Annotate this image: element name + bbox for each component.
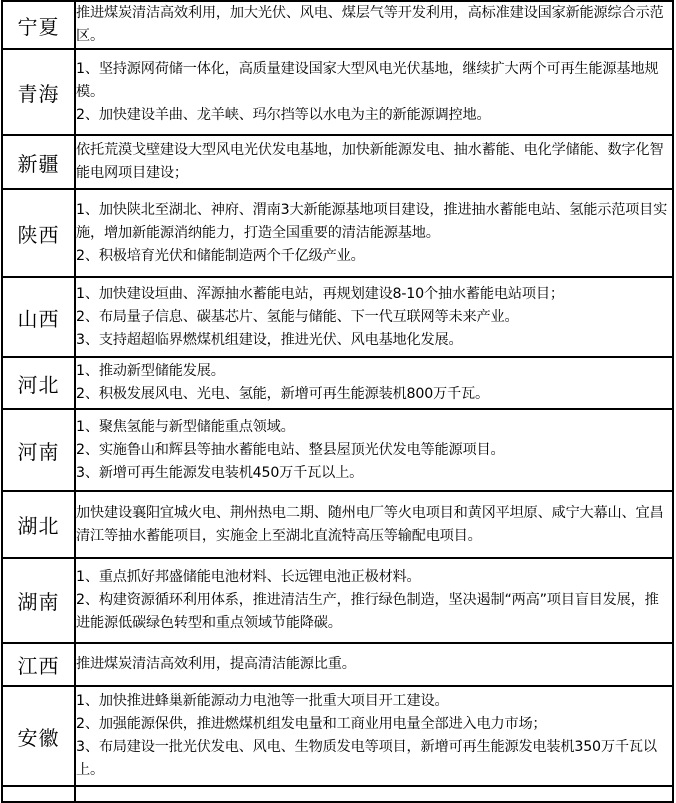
province-cell: 新疆 [2,135,75,189]
policy-line: 2、加强能源保供，推进燃煤机组发电量和工商业用电量全部进入电力市场； [76,716,547,732]
table-row [2,357,673,409]
policy-content-cell [75,135,673,189]
policy-content-cell [75,357,673,409]
policy-line: 2、实施鲁山和辉县等抽水蓄能电站、整县屋顶光伏发电等能源项目。 [76,441,505,458]
province-cell: 湖北 [2,491,75,558]
policy-line: 1、推动新型储能发展。 [76,363,225,379]
province-cell: 宁夏 [2,1,75,49]
policy-line: 推进煤炭清洁高效利用，提高清洁能源比重。 [76,656,356,672]
province-cell: 湖南 [2,558,75,643]
policy-content-cell [75,686,673,786]
policy-line: 3、新增可再生能源发电装机450万千瓦以上。 [76,464,364,481]
table-row [2,1,673,49]
policy-content-cell [75,409,673,491]
province-cell: 青海 [2,49,75,135]
table-row [2,189,673,277]
policy-content-cell [75,643,673,686]
table-row [2,643,673,686]
policy-line: 3、支持超超临界燃煤机组建设，推进光伏、风电基地化发展。 [76,331,463,348]
table-row [2,135,673,189]
policy-line: 1、聚焦氢能与新型储能重点领域。 [76,418,295,435]
policy-line: 加快建设襄阳宜城火电、荆州热电二期、随州电厂等火电项目和黄冈平坦原、咸宁大幕山、宜昌清江等抽水蓄能项目，实施金上至湖北直流特高压等输配电项目。 [76,504,664,544]
policy-line: 依托荒漠戈壁建设大型风电光伏发电基地，加快新能源发电、抽水蓄能、电化学储能、数字化智能电网项目建设； [76,142,664,181]
policy-line: 1、加快建设垣曲、浑源抽水蓄能电站，再规划建设8-10个抽水蓄能电站项目； [76,285,564,302]
policy-line: 1、加快推进蜂巢新能源动力电池等一批重大项目开工建设。 [76,693,449,709]
policy-line: 1、重点抓好邦盛储能电池材料、长远锂电池正极材料。 [76,569,421,585]
table-row [2,491,673,558]
province-cell: 陕西 [2,189,75,277]
table-row [2,49,673,135]
table-row [2,409,673,491]
policy-content-cell [75,558,673,643]
policy-content-cell [75,1,673,49]
policy-line: 2、构建资源循环利用体系，推进清洁生产，推行绿色制造，坚决遏制“两高”项目盲目发展，推进能源低碳绿色转型和重点领域节能降碳。 [76,592,659,631]
province-cell: 山西 [2,277,75,357]
policy-line: 2、布局量子信息、碳基芯片、氢能与储能、下一代互联网等未来产业。 [76,308,519,325]
policy-line: 3、布局建设一批光伏发电、风电、生物质发电等项目，新增可再生能源发电装机350万千瓦以上。 [76,739,657,778]
policy-content-cell [75,277,673,357]
policy-table-body [2,1,673,802]
policy-content-cell [75,49,673,135]
province-cell: 江西 [2,643,75,686]
province-cell: 河南 [2,409,75,491]
policy-line: 1、坚持源网荷储一体化，高质量建设国家大型风电光伏基地，继续扩大两个可再生能源基地规模。 [76,60,659,100]
policy-content-cell [75,189,673,277]
policy-table [1,0,674,803]
policy-line: 2、加快建设羊曲、龙羊峡、玛尔挡等以水电为主的新能源调控地。 [76,106,491,123]
province-cell: 安徽 [2,686,75,786]
table-row [2,558,673,643]
policy-line: 推进煤炭清洁高效利用，加大光伏、风电、煤层气等开发利用，高标准建设国家新能源综合示范区。 [76,5,664,44]
policy-line: 2、积极发展风电、光电、氢能，新增可再生能源装机800万千瓦。 [76,386,489,402]
table-row [2,277,673,357]
table-row [2,686,673,786]
province-cell: 河北 [2,357,75,409]
policy-line: 2、积极培育光伏和储能制造两个千亿级产业。 [76,247,365,264]
policy-line: 1、加快陕北至湖北、神府、渭南3大新能源基地项目建设，推进抽水蓄能电站、氢能示范项目实施，增加新能源消纳能力，打造全国重要的清洁能源基地。 [76,201,668,241]
policy-content-cell [75,491,673,558]
